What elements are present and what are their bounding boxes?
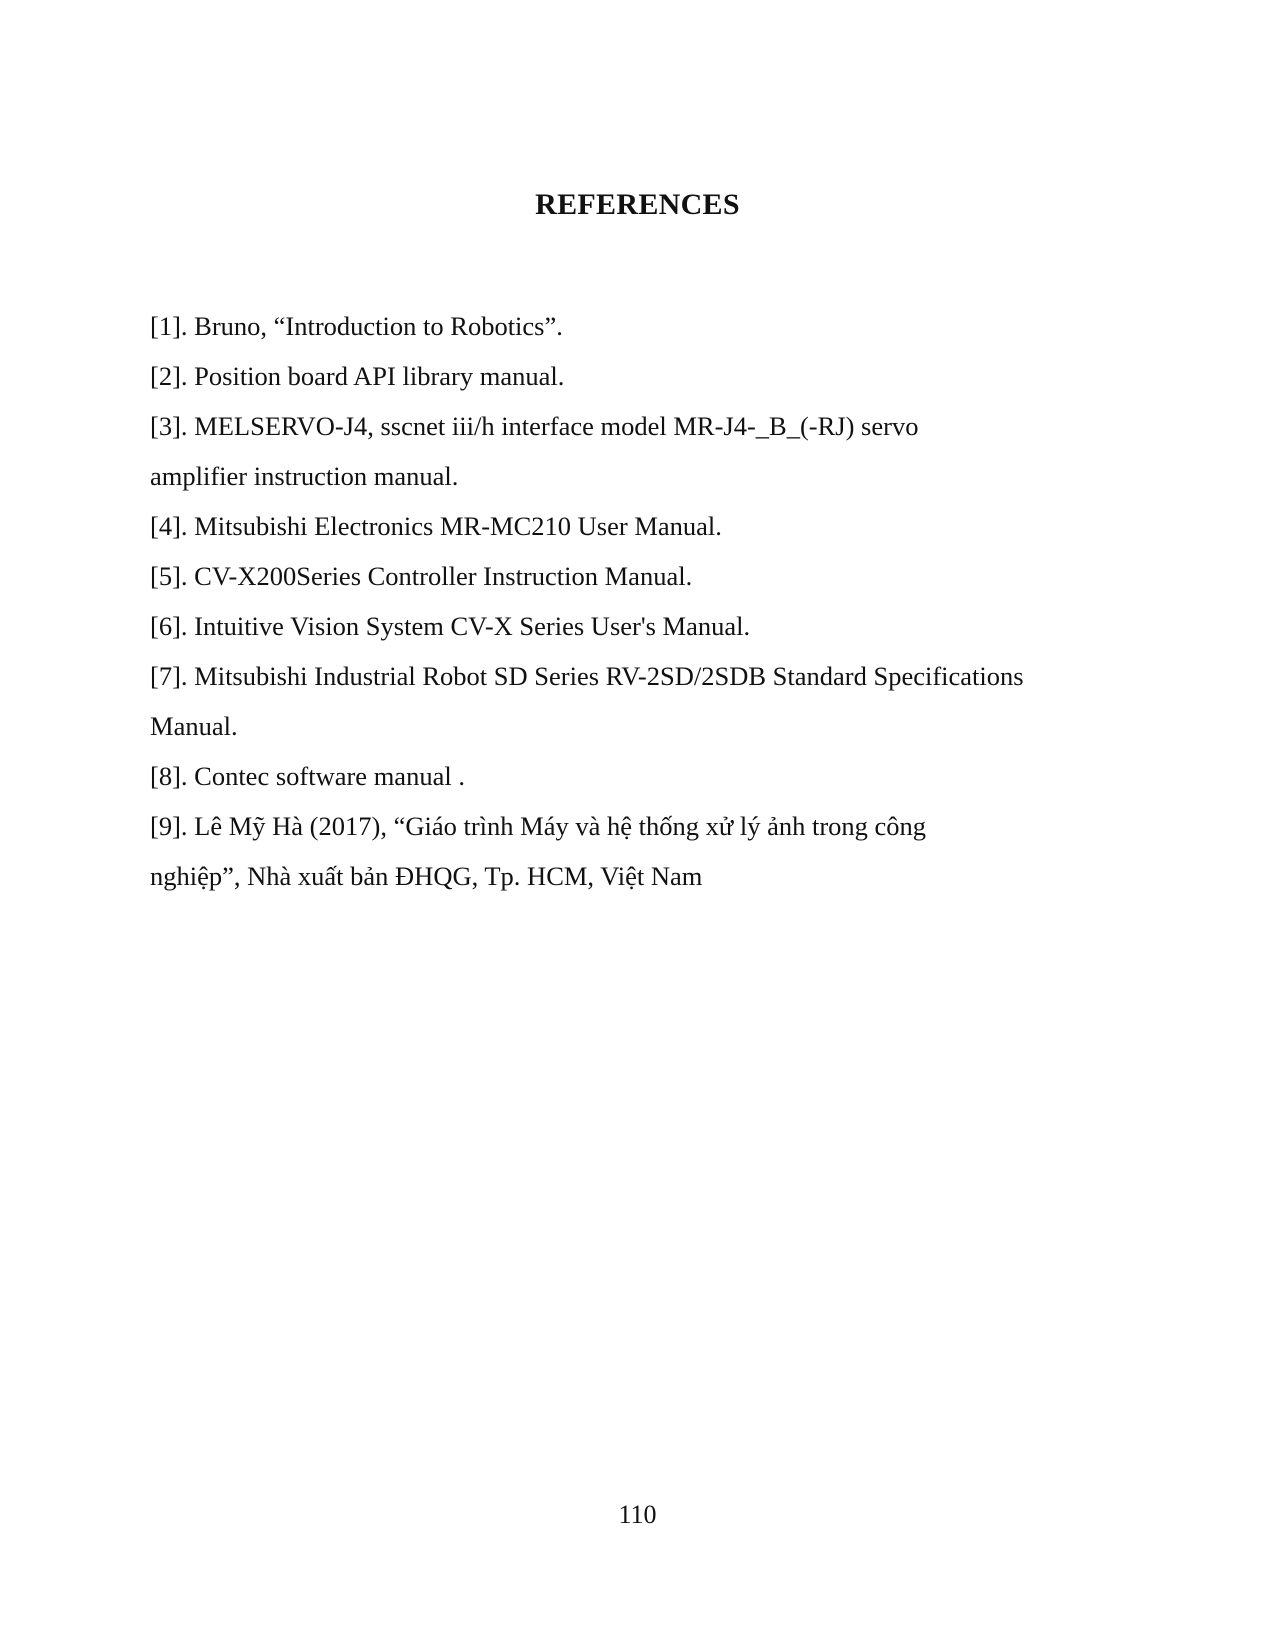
reference-line-2: [2]. Position board API library manual.	[150, 361, 565, 391]
reference-line-7-continued: Manual.	[150, 711, 238, 741]
reference-line-5: [5]. CV-X200Series Controller Instruction Manual.	[150, 561, 693, 591]
page-number: 110	[618, 1500, 657, 1529]
reference-line-8: [8]. Contec software manual .	[150, 761, 465, 791]
reference-line-4: [4]. Mitsubishi Electronics MR-MC210 User Manual.	[150, 511, 722, 541]
reference-line-6: [6]. Intuitive Vision System CV-X Series User's Manual.	[150, 611, 751, 641]
reference-line-7: [7]. Mitsubishi Industrial Robot SD Series RV-2SD/2SDB Standard Specifications	[150, 661, 1024, 691]
reference-line-3: [3]. MELSERVO-J4, sscnet iii/h interface model MR-J4-_B_(-RJ) servo	[150, 411, 919, 441]
reference-line-1: [1]. Bruno, “Introduction to Robotics”.	[150, 311, 563, 341]
reference-list	[150, 301, 1150, 901]
reference-line-3-continued: amplifier instruction manual.	[150, 461, 459, 491]
reference-line-9-continued: nghiệp”, Nhà xuất bản ĐHQG, Tp. HCM, Việt Nam	[150, 861, 703, 891]
reference-line-9: [9]. Lê Mỹ Hà (2017), “Giáo trình Máy và hệ thống xử lý ảnh trong công	[150, 811, 927, 841]
page-title: REFERENCES	[535, 188, 740, 221]
